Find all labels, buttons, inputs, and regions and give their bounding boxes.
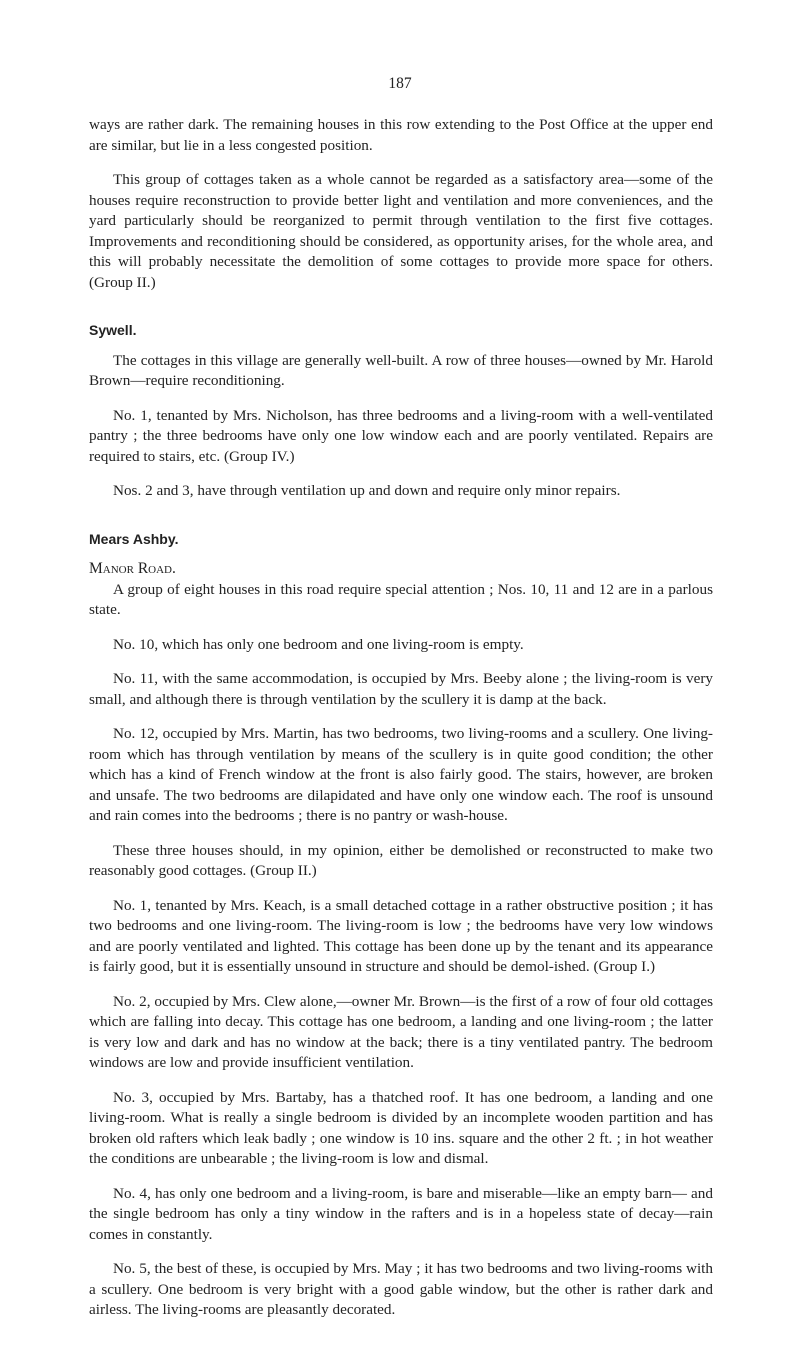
mears-ashby-paragraph-3: No. 11, with the same accommodation, is occupied by Mrs. Beeby alone ; the living-room is very small, and although there is through ventilation by the scullery it is damp at the back. — [89, 670, 713, 708]
intro-paragraph-1: ways are rather dark. The remaining houses in this row extending to the Post Office at the upper end are similar, but lie in a less congested position. — [89, 116, 713, 154]
subheading-manor-road: Manor Road. — [89, 560, 176, 577]
page-number: 187 — [388, 75, 412, 92]
sywell-paragraph-2: No. 1, tenanted by Mrs. Nicholson, has three bedrooms and a living-room with a well-ventilated pantry ; the three bedrooms have only one low window each and are poorly ventilated. Repairs are required to stairs, etc. (Group IV.) — [89, 406, 713, 465]
mears-ashby-paragraph-9: No. 4, has only one bedroom and a living-room, is bare and miserable—like an empty barn— and the single bedroom has only a tiny window in the rafters and is in a hopeless state of decay—rain comes in constantly. — [89, 1184, 713, 1243]
sywell-paragraph-3: Nos. 2 and 3, have through ventilation up and down and require only minor repairs. — [113, 482, 621, 499]
sywell-paragraph-1: The cottages in this village are generally well-built. A row of three houses—owned by Mr. Harold Brown—require reconditioning. — [89, 351, 713, 389]
mears-ashby-paragraph-10: No. 5, the best of these, is occupied by Mrs. May ; it has two bedrooms and two living-rooms with a scullery. One bedroom is very bright with a good gable window, but the other is rather dark and airless. The living-rooms are pleasantly decorated. — [89, 1260, 713, 1318]
mears-ashby-paragraph-4: No. 12, occupied by Mrs. Martin, has two bedrooms, two living-rooms and a scullery. One living-room which has through ventilation by means of the scullery is in quite good condition; the other which has a kind of French window at the front is also fairly good. The stairs, however, are broken and unsafe. The two bedrooms are dilapidated and have only one window each. The roof is unsound and rain comes into the bedrooms ; there is no pantry or wash-house. — [89, 725, 713, 824]
mears-ashby-paragraph-1: A group of eight houses in this road require special attention ; Nos. 10, 11 and 12 are in a parlous state. — [89, 580, 713, 618]
mears-ashby-paragraph-6: No. 1, tenanted by Mrs. Keach, is a small detached cottage in a rather obstructive position ; it has two bedrooms and one living-room. The living-room is low ; the bedrooms have very low windows and are poorly ventilated and lighted. This cottage has been done up by the tenant and its appearance is fairly good, but it is essentially unsound in structure and should be demol-ished. (Group I.) — [89, 896, 713, 975]
mears-ashby-paragraph-7: No. 2, occupied by Mrs. Clew alone,—owner Mr. Brown—is the first of a row of four old cottages which are falling into decay. This cottage has one bedroom, a landing and one living-room ; the latter is very low and dark and has no window at the back; there is a tiny ventilated pantry. The bedroom windows are low and provide insufficient ventilation. — [89, 992, 713, 1071]
mears-ashby-paragraph-8: No. 3, occupied by Mrs. Bartaby, has a thatched roof. It has one bedroom, a landing and one living-room. What is really a single bedroom is divided by an incomplete wooden partition and has broken old rafters which leak badly ; one window is 10 ins. square and the other 2 ft. ; in hot weather the conditions are unbearable ; the living-room is low and dismal. — [89, 1088, 713, 1167]
section-heading-mears-ashby: Mears Ashby. — [89, 530, 179, 547]
section-heading-sywell: Sywell. — [89, 322, 137, 338]
page-content — [89, 115, 713, 1321]
mears-ashby-paragraph-2: No. 10, which has only one bedroom and one living-room is empty. — [113, 635, 524, 653]
mears-ashby-paragraph-5: These three houses should, in my opinion, either be demolished or reconstructed to make two reasonably good cottages. (Group II.) — [89, 841, 713, 879]
intro-paragraph-2: This group of cottages taken as a whole cannot be regarded as a satisfactory area—some of the houses require reconstruction to provide better light and ventilation and more conveniences, and the yard particularly should be reorganized to permit through ventilation to the first five cottages. Improvements and reconditioning should be considered, as opportunity arises, for the whole area, and this will probably necessitate the demolition of some cottages to provide more space for others. (Group II.) — [89, 171, 713, 291]
